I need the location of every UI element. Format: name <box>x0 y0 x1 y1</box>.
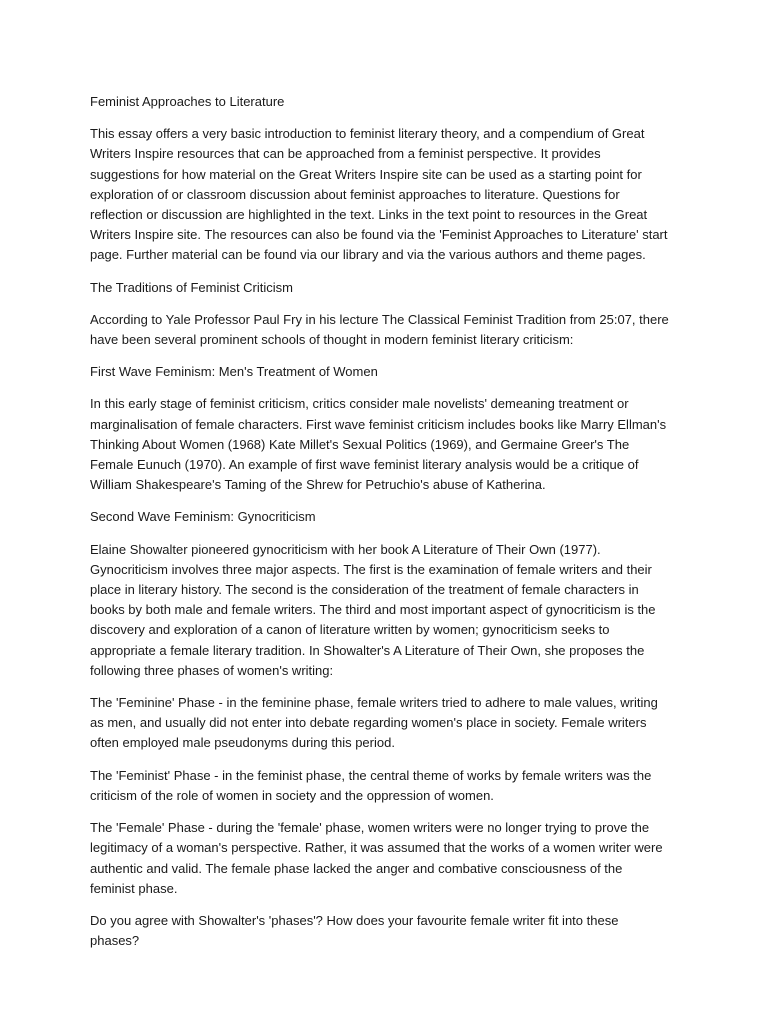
reflection-question: Do you agree with Showalter's 'phases'? How does your favourite female writer fit into these phases? <box>90 912 619 949</box>
document-body <box>90 92 670 963</box>
section-heading-first-wave: First Wave Feminism: Men's Treatment of Women <box>90 364 378 380</box>
traditions-paragraph: According to Yale Professor Paul Fry in his lecture The Classical Feminist Tradition from 25:07, there have been several prominent schools of thought in modern feminist literary criticism: <box>90 311 669 348</box>
intro-paragraph: This essay offers a very basic introduction to feminist literary theory, and a compendium of Great Writers Inspire resources that can be approached from a feminist perspective. It provides suggestions for how material on the Great Writers Inspire site can be used as a starting point for exploration of or classroom discussion about feminist approaches to literature. Questions for reflection or discussion are highlighted in the text. Links in the text point to resources in the Great Writers Inspire site. The resources can also be found via the 'Feminist Approaches to Literature' start page. Further material can be found via our library and via the various authors and theme pages. <box>90 126 668 263</box>
phase-feminine-paragraph: The 'Feminine' Phase - in the feminine phase, female writers tried to adhere to male values, writing as men, and usually did not enter into debate regarding women's place in society. Female writers often employed male pseudonyms during this period. <box>90 695 658 751</box>
phase-female-paragraph: The 'Female' Phase - during the 'female' phase, women writers were no longer trying to prove the legitimacy of a woman's perspective. Rather, it was assumed that the works of a women writer were authentic and valid. The female phase lacked the anger and combative consciousness of the feminist phase. <box>90 820 663 896</box>
section-heading-traditions: The Traditions of Feminist Criticism <box>90 279 293 295</box>
phase-feminist-paragraph: The 'Feminist' Phase - in the feminist phase, the central theme of works by female writers was the criticism of the role of women in society and the oppression of women. <box>90 767 652 803</box>
section-heading-second-wave: Second Wave Feminism: Gynocriticism <box>90 509 316 525</box>
document-title: Feminist Approaches to Literature <box>90 94 285 109</box>
first-wave-paragraph: In this early stage of feminist criticism, critics consider male novelists' demeaning treatment or marginalisation of female characters. First wave feminist criticism includes books like Marry Ellman's Thinking About Women (1968) Kate Millet's Sexual Politics (1969), and Germaine Greer's The Female Eunuch (1970). An example of first wave feminist literary analysis would be a critique of William Shakespeare's Taming of the Shrew for Petruchio's abuse of Katherina. <box>90 396 667 493</box>
second-wave-paragraph: Elaine Showalter pioneered gynocriticism with her book A Literature of Their Own (1977). Gynocriticism involves three major aspects. The first is the examination of female writers and their place in literary history. The second is the consideration of the treatment of female characters in books by both male and female writers. The third and most important aspect of gynocriticism is the discovery and exploration of a canon of literature written by women; gynocriticism seeks to appropriate a female literary tradition. In Showalter's A Literature of Their Own, she proposes the following three phases of women's writing: <box>90 541 656 678</box>
